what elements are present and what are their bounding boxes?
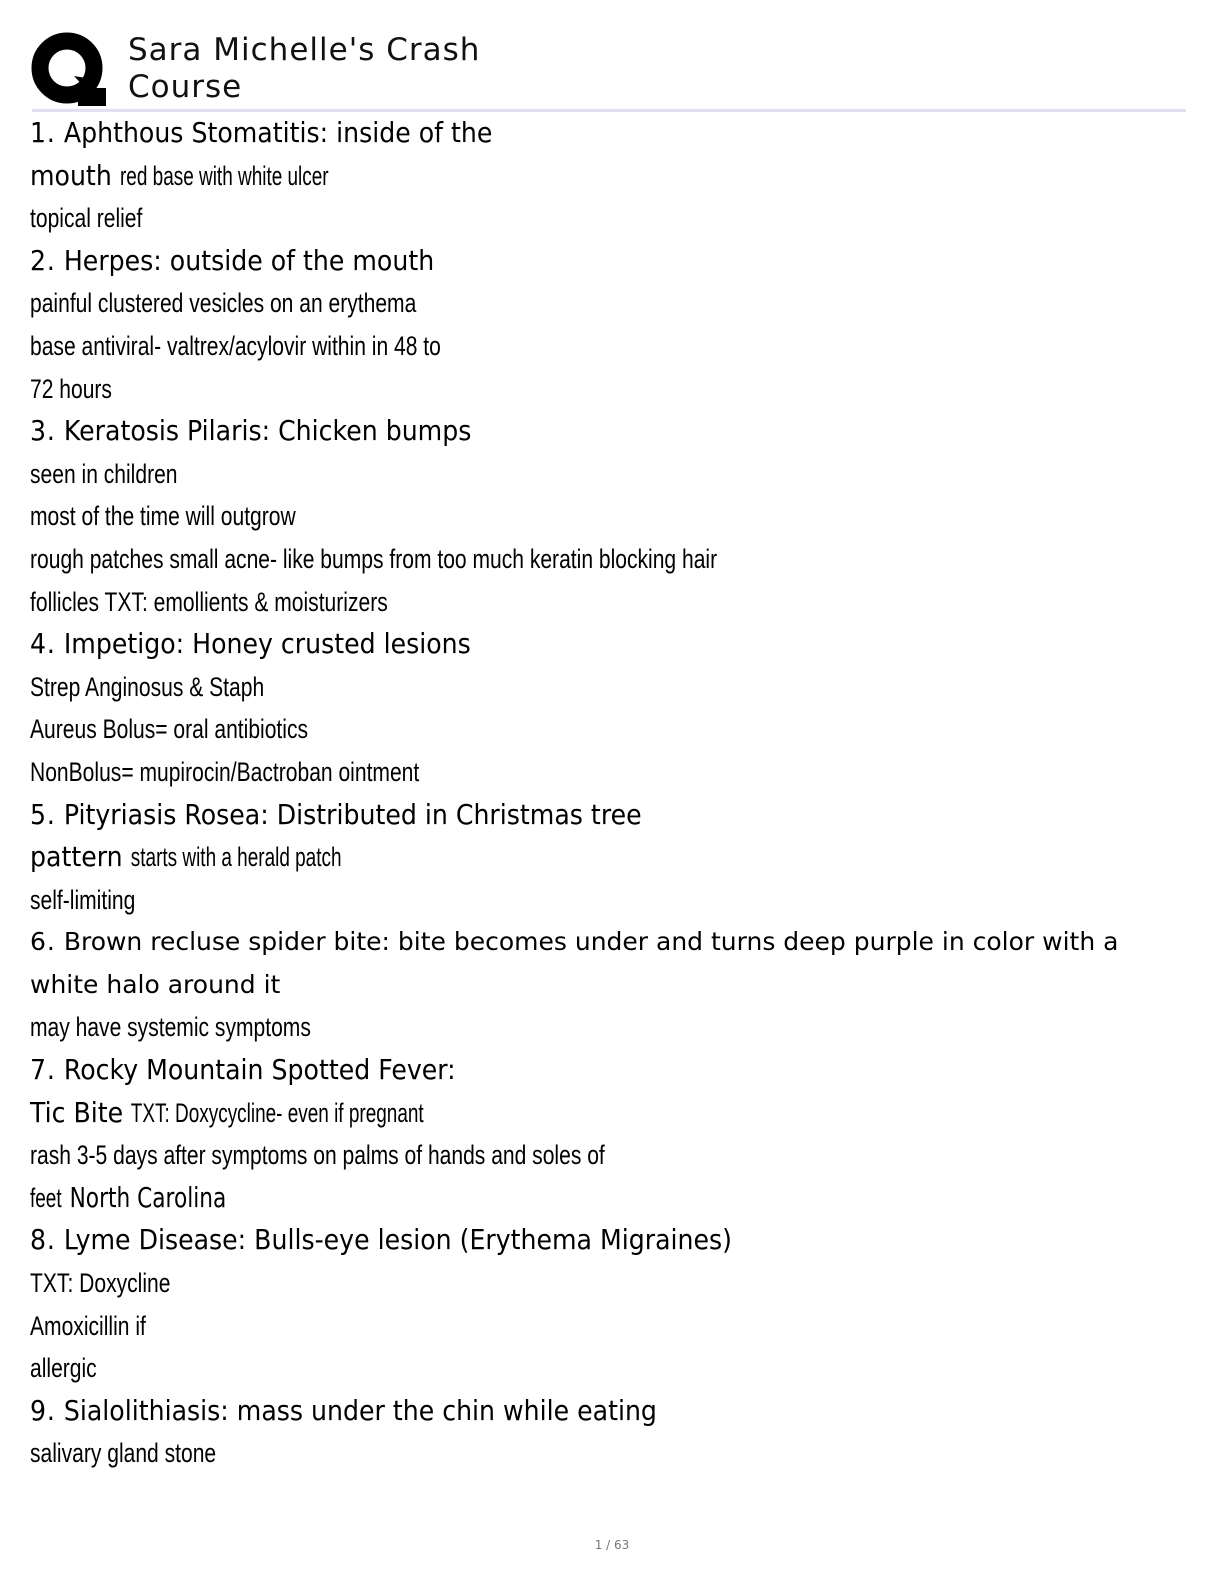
flashcard-8 (30, 1219, 1190, 1389)
flashcard-definition-line: follicles TXT: emollients & moisturizers (30, 586, 388, 617)
flashcard-definition-line: Strep Anginosus & Staph (30, 671, 265, 702)
flashcard-term-line (30, 1049, 1074, 1092)
flashcard-term-line (30, 921, 1190, 1006)
flashcard-2 (30, 240, 1190, 410)
page-header (30, 28, 1186, 110)
flashcard-term-line (30, 794, 1074, 837)
flashcard-term-text: Rocky Mountain Spotted Fever: (63, 1053, 456, 1087)
flashcard-number: 6. (30, 927, 56, 957)
flashcard-definition-line: NonBolus= mupirocin/Bactroban ointment (30, 756, 420, 787)
flashcard-mixed-line (30, 836, 1074, 879)
flashcard-1 (30, 112, 1190, 240)
flashcard-9 (30, 1390, 1190, 1475)
flashcard-number: 4. (30, 627, 56, 661)
flashcard-term-line (30, 240, 1074, 283)
flashcard-term-text: mouth (30, 158, 112, 192)
page-indicator: 1 / 63 (594, 1538, 630, 1552)
flashcard-term-text: Keratosis Pilaris: Chicken bumps (63, 414, 472, 448)
flashcard-definition-line: salivary gland stone (30, 1438, 217, 1469)
flashcard-term-text: North Carolina (69, 1180, 227, 1214)
quizlet-logo-icon (30, 30, 108, 108)
flashcard-number: 9. (30, 1393, 56, 1427)
flashcard-term-text: Herpes: outside of the mouth (63, 243, 435, 277)
flashcard-term-text: Impetigo: Honey crusted lesions (63, 627, 471, 661)
flashcard-term-text: Sialolithiasis: mass under the chin while eating (63, 1393, 657, 1427)
flashcard-mixed-line (30, 1092, 1074, 1135)
flashcard-term-line (30, 1219, 1074, 1262)
deck-title-line-2: Course (128, 69, 243, 105)
flashcard-number: 7. (30, 1053, 56, 1087)
flashcard-term-line (30, 1390, 1074, 1433)
flashcard-term-line (30, 112, 1074, 155)
flashcard-term-text: pattern (30, 840, 123, 874)
flashcard-list (30, 112, 1190, 1475)
flashcard-term-line (30, 410, 1074, 453)
flashcard-definition-text: red base with white ulcer (119, 160, 329, 191)
flashcard-definition-line: may have systemic symptoms (30, 1012, 311, 1043)
flashcard-definition-line: topical relief (30, 203, 143, 234)
flashcard-definition-line: rough patches small acne- like bumps from too much keratin blocking hair (30, 543, 718, 574)
flashcard-definition-text: starts with a herald patch (130, 842, 342, 873)
flashcard-term-text: Pityriasis Rosea: Distributed in Christmas tree (63, 797, 642, 831)
deck-title (128, 32, 548, 106)
deck-title-line-1: Sara Michelle's Crash (128, 32, 481, 68)
flashcard-definition-text: feet (30, 1182, 62, 1213)
flashcard-mixed-line (30, 155, 1074, 198)
flashcard-4 (30, 623, 1190, 793)
flashcard-definition-line: most of the time will outgrow (30, 501, 296, 532)
flashcard-number: 5. (30, 797, 56, 831)
flashcard-definition-line: base antiviral- valtrex/acylovir within in 48 to (30, 330, 441, 361)
flashcard-number: 1. (30, 116, 56, 149)
flashcard-definition-line: rash 3-5 days after symptoms on palms of hands and soles of (30, 1140, 605, 1171)
flashcard-number: 2. (30, 243, 56, 277)
flashcard-term-text: Tic Bite (30, 1095, 124, 1129)
flashcard-definition-line: Aureus Bolus= oral antibiotics (30, 714, 309, 745)
flashcard-3 (30, 410, 1190, 623)
flashcard-6 (30, 921, 1190, 1049)
flashcard-7 (30, 1049, 1190, 1219)
flashcard-number: 3. (30, 414, 56, 448)
flashcard-term-text: Aphthous Stomatitis: inside of the (63, 116, 493, 149)
flashcard-definition-text: TXT: Doxycycline- even if pregnant (131, 1097, 425, 1128)
flashcard-definition-line: TXT: Doxycline (30, 1268, 171, 1299)
flashcard-term-line (30, 623, 1074, 666)
flashcard-mixed-line (30, 1177, 1074, 1220)
flashcard-term-text: Brown recluse spider bite: bite becomes under and turns deep purple in color with a white halo around it (30, 927, 1119, 999)
flashcard-definition-line: painful clustered vesicles on an erythema (30, 288, 417, 319)
flashcard-number: 8. (30, 1223, 56, 1257)
flashcard-term-text: Lyme Disease: Bulls-eye lesion (Erythema Migraines) (63, 1223, 733, 1257)
flashcard-definition-line: 72 hours (30, 373, 112, 404)
flashcard-definition-line: allergic (30, 1353, 97, 1384)
flashcard-5 (30, 794, 1190, 922)
flashcard-definition-line: self-limiting (30, 884, 136, 915)
flashcard-definition-line: Amoxicillin if (30, 1310, 146, 1341)
flashcard-definition-line: seen in children (30, 458, 178, 489)
